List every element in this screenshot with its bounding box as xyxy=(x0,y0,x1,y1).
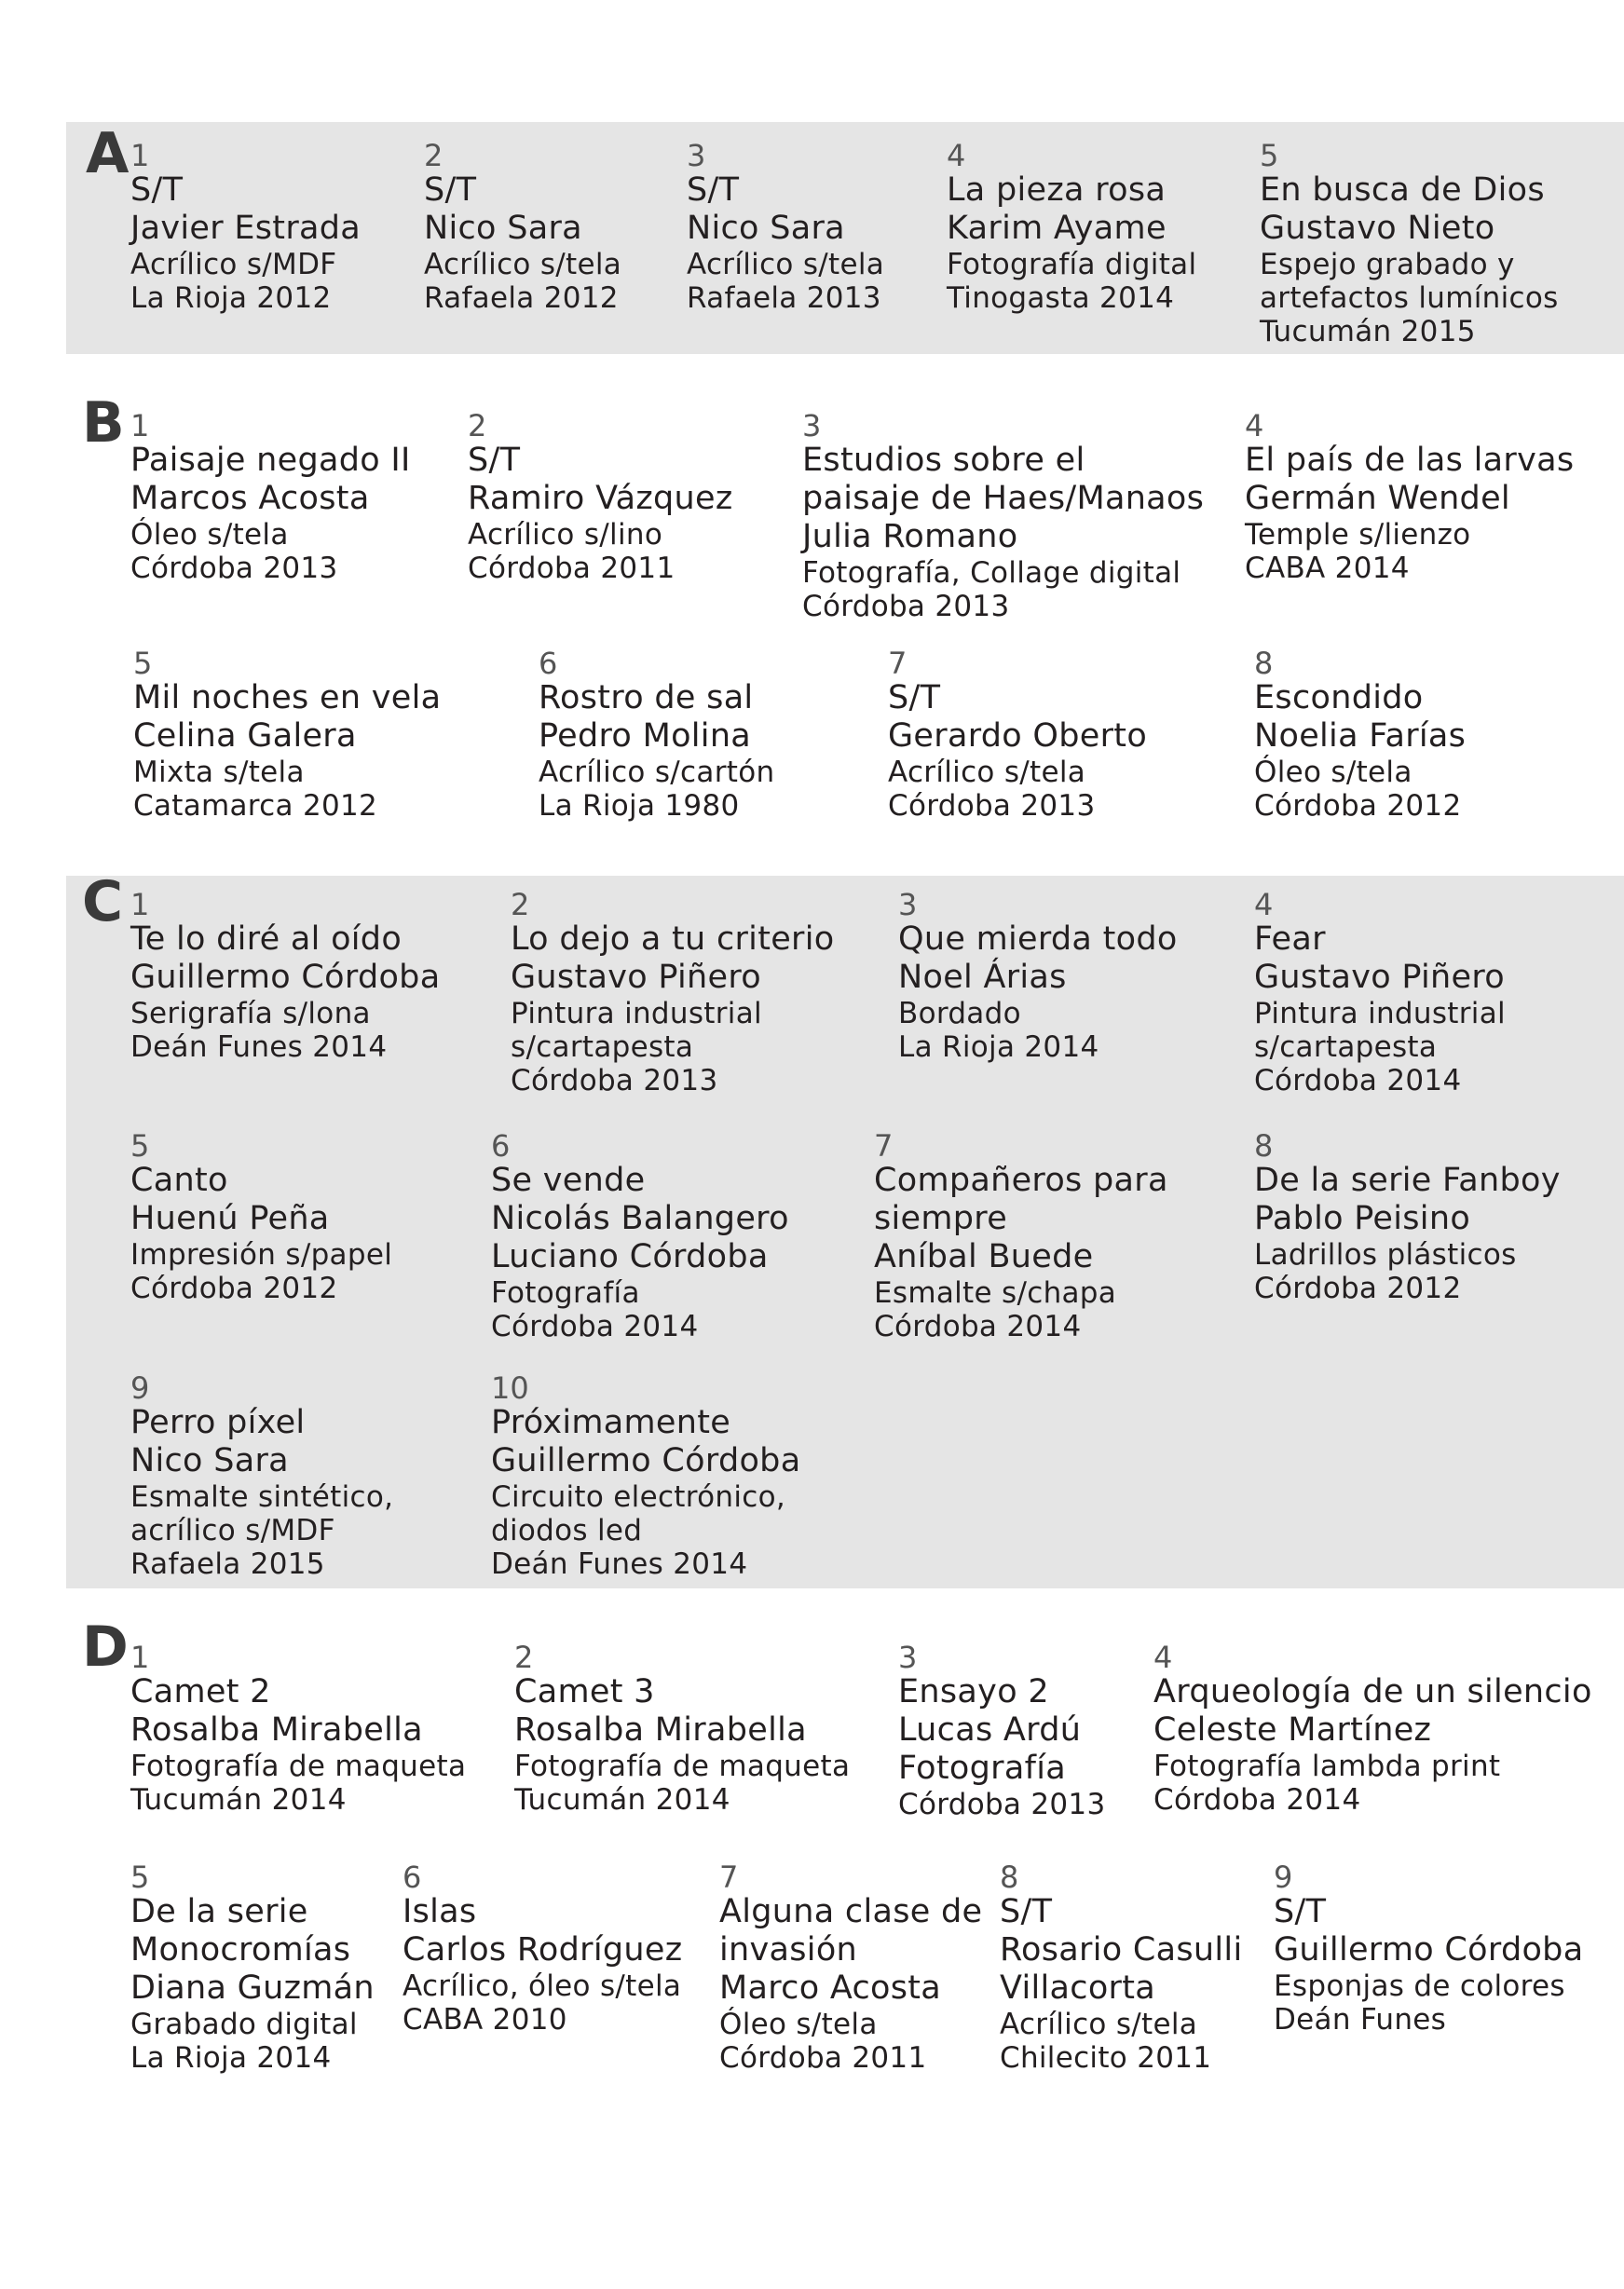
entry-detail: Córdoba 2011 xyxy=(468,552,676,585)
entry-number: 2 xyxy=(424,138,444,173)
entry-number: 7 xyxy=(719,1860,739,1895)
entry-title-line: Gustavo Nieto xyxy=(1260,210,1495,247)
entry-title-line: Guillermo Córdoba xyxy=(130,959,441,996)
artwork-entry xyxy=(403,1861,682,2037)
entry-detail: Pintura industrial xyxy=(511,997,762,1030)
entry-title-line: Fotografía xyxy=(898,1750,1066,1787)
entry-title-line: Gustavo Piñero xyxy=(511,959,761,996)
entry-detail: Serigrafía s/lona xyxy=(130,997,371,1030)
entry-detail: Acrílico s/cartón xyxy=(539,756,775,789)
entry-detail: Rafaela 2013 xyxy=(687,281,881,315)
artwork-entry xyxy=(491,1130,789,1343)
entry-title: Próximamente xyxy=(491,1404,731,1441)
entry-detail: Fotografía lambda print xyxy=(1153,1750,1501,1783)
entry-number: 6 xyxy=(539,646,558,681)
entry-detail: Grabado digital xyxy=(130,2008,358,2041)
entry-title-line: Lucas Ardú xyxy=(898,1711,1082,1749)
entry-detail: Tucumán 2014 xyxy=(514,1783,730,1817)
entry-number: 9 xyxy=(130,1370,150,1406)
entry-detail: Fotografía xyxy=(491,1276,640,1310)
entry-detail: Tinogasta 2014 xyxy=(947,281,1175,315)
entry-number: 2 xyxy=(514,1640,534,1675)
section-letter: A xyxy=(86,121,130,186)
entry-title-line: Javier Estrada xyxy=(130,210,362,247)
entry-number: 4 xyxy=(1153,1640,1173,1675)
section-letter: B xyxy=(82,390,125,456)
entry-detail: Córdoba 2013 xyxy=(511,1064,718,1097)
artwork-entry xyxy=(491,1372,800,1581)
entry-title-line: Celeste Martínez xyxy=(1153,1711,1432,1749)
artwork-entry xyxy=(719,1861,982,2075)
entry-detail: Deán Funes 2014 xyxy=(130,1030,388,1064)
entry-number: 5 xyxy=(130,1860,150,1895)
artwork-entry xyxy=(1245,410,1574,585)
entry-detail: Tucumán 2014 xyxy=(130,1783,347,1817)
entry-title: Alguna clase de xyxy=(719,1893,983,1930)
entry-title: Ensayo 2 xyxy=(898,1673,1049,1710)
artwork-entry xyxy=(888,647,1147,823)
artwork-entry xyxy=(898,1642,1105,1821)
entry-number: 1 xyxy=(130,1640,150,1675)
artwork-entry xyxy=(130,1642,466,1817)
artwork-entry xyxy=(1254,889,1506,1097)
entry-title: De la serie Fanboy xyxy=(1254,1162,1561,1199)
entry-detail: La Rioja 2012 xyxy=(130,281,332,315)
entry-number: 2 xyxy=(468,408,487,443)
entry-detail: La Rioja 2014 xyxy=(898,1030,1099,1064)
entry-title-line: Julia Romano xyxy=(802,518,1018,555)
entry-title: Escondido xyxy=(1254,679,1424,716)
entry-title: De la serie xyxy=(130,1893,308,1930)
entry-detail: Mixta s/tela xyxy=(133,756,305,789)
entry-number: 6 xyxy=(491,1128,511,1164)
entry-title: Arqueología de un silencio xyxy=(1153,1673,1592,1710)
entry-detail: Esmalte s/chapa xyxy=(874,1276,1117,1310)
artwork-entry xyxy=(1000,1861,1242,2075)
entry-detail: Bordado xyxy=(898,997,1021,1030)
artwork-entry xyxy=(130,410,411,585)
entry-detail: Esmalte sintético, xyxy=(130,1480,394,1514)
entry-title: S/T xyxy=(1274,1893,1327,1930)
entry-title: Camet 3 xyxy=(514,1673,655,1710)
entry-title-line: Aníbal Buede xyxy=(874,1238,1094,1275)
entry-title: En busca de Dios xyxy=(1260,171,1545,209)
entry-title-line: Guillermo Córdoba xyxy=(491,1442,801,1479)
artwork-entry xyxy=(514,1642,850,1817)
entry-detail: Córdoba 2013 xyxy=(802,590,1010,623)
entry-detail: Acrílico s/tela xyxy=(687,248,885,281)
entry-title-line: Noel Árias xyxy=(898,959,1067,996)
entry-title-line: invasión xyxy=(719,1931,858,1969)
entry-number: 1 xyxy=(130,408,150,443)
entry-title-line: Marcos Acosta xyxy=(130,480,370,517)
entry-title-line: Gerardo Oberto xyxy=(888,717,1148,755)
artwork-entry xyxy=(511,889,834,1097)
entry-detail: Óleo s/tela xyxy=(1254,756,1412,789)
entry-title: S/T xyxy=(424,171,477,209)
entry-title: Perro píxel xyxy=(130,1404,306,1441)
entry-detail: Rafaela 2015 xyxy=(130,1547,325,1581)
entry-detail: Tucumán 2015 xyxy=(1260,315,1476,348)
entry-title-line: Luciano Córdoba xyxy=(491,1238,769,1275)
entry-detail: Córdoba 2014 xyxy=(874,1310,1082,1343)
entry-title-line: Monocromías xyxy=(130,1931,351,1969)
entry-detail: Córdoba 2012 xyxy=(1254,1272,1462,1305)
entry-detail: Córdoba 2014 xyxy=(1254,1064,1462,1097)
entry-title-line: Germán Wendel xyxy=(1245,480,1510,517)
entry-title: Te lo diré al oído xyxy=(130,920,403,958)
entry-detail: s/cartapesta xyxy=(511,1030,694,1064)
entry-title: La pieza rosa xyxy=(947,171,1167,209)
entry-title-line: Nico Sara xyxy=(130,1442,289,1479)
entry-title-line: Rosalba Mirabella xyxy=(130,1711,423,1749)
entry-title-line: Nico Sara xyxy=(424,210,582,247)
entry-detail: diodos led xyxy=(491,1514,643,1547)
entry-number: 5 xyxy=(130,1128,150,1164)
entry-detail: Córdoba 2013 xyxy=(898,1788,1106,1821)
entry-number: 4 xyxy=(1254,887,1274,922)
entry-detail: Acrílico s/tela xyxy=(424,248,622,281)
artwork-entry xyxy=(874,1130,1168,1343)
entry-number: 7 xyxy=(888,646,908,681)
entry-detail: Fotografía de maqueta xyxy=(130,1750,467,1783)
entry-number: 5 xyxy=(133,646,153,681)
entry-detail: Impresión s/papel xyxy=(130,1238,393,1272)
artwork-entry xyxy=(687,140,884,315)
entry-title: Camet 2 xyxy=(130,1673,271,1710)
artwork-entry xyxy=(898,889,1178,1064)
entry-title: El país de las larvas xyxy=(1245,442,1575,479)
entry-detail: Espejo grabado y xyxy=(1260,248,1515,281)
entry-detail: Córdoba 2013 xyxy=(130,552,338,585)
entry-detail: CABA 2014 xyxy=(1245,552,1410,585)
entry-title-line: Pablo Peisino xyxy=(1254,1200,1471,1237)
entry-detail: Óleo s/tela xyxy=(719,2008,878,2041)
entry-detail: Deán Funes 2014 xyxy=(491,1547,748,1581)
entry-detail: Acrílico, óleo s/tela xyxy=(403,1969,682,2003)
artwork-entry xyxy=(468,410,733,585)
entry-title: Se vende xyxy=(491,1162,646,1199)
entry-title-line: Gustavo Piñero xyxy=(1254,959,1505,996)
entry-number: 5 xyxy=(1260,138,1279,173)
artwork-entry xyxy=(802,410,1204,623)
entry-title: Fear xyxy=(1254,920,1326,958)
entry-title: Canto xyxy=(130,1162,228,1199)
entry-title: Paisaje negado II xyxy=(130,442,411,479)
artwork-entry xyxy=(1254,1130,1561,1305)
entry-number: 9 xyxy=(1274,1860,1293,1895)
entry-detail: Acrílico s/tela xyxy=(1000,2008,1198,2041)
entry-detail: Deán Funes xyxy=(1274,2003,1447,2037)
artwork-entry xyxy=(1274,1861,1583,2037)
entry-number: 6 xyxy=(403,1860,422,1895)
entry-number: 3 xyxy=(802,408,822,443)
entry-detail: Fotografía digital xyxy=(947,248,1197,281)
entry-detail: CABA 2010 xyxy=(403,2003,567,2037)
entry-title-line: Ramiro Vázquez xyxy=(468,480,733,517)
artwork-entry xyxy=(133,647,441,823)
entry-title: S/T xyxy=(888,679,941,716)
entry-detail: Córdoba 2014 xyxy=(1153,1783,1361,1817)
entry-title-line: Villacorta xyxy=(1000,1969,1156,2007)
entry-detail: Córdoba 2012 xyxy=(130,1272,338,1305)
entry-title: S/T xyxy=(687,171,740,209)
artwork-entry xyxy=(1260,140,1559,348)
entry-title-line: siempre xyxy=(874,1200,1008,1237)
entry-title-line: Guillermo Córdoba xyxy=(1274,1931,1584,1969)
entry-title: S/T xyxy=(468,442,521,479)
entry-title-line: Diana Guzmán xyxy=(130,1969,375,2007)
entry-detail: Pintura industrial xyxy=(1254,997,1506,1030)
entry-title: Mil noches en vela xyxy=(133,679,442,716)
artwork-entry xyxy=(947,140,1196,315)
entry-title-line: Huenú Peña xyxy=(130,1200,330,1237)
entry-title-line: Celina Galera xyxy=(133,717,357,755)
entry-number: 4 xyxy=(1245,408,1264,443)
entry-detail: Esponjas de colores xyxy=(1274,1969,1565,2003)
entry-detail: Córdoba 2012 xyxy=(1254,789,1462,823)
entry-detail: Acrílico s/MDF xyxy=(130,248,337,281)
entry-detail: Córdoba 2014 xyxy=(491,1310,699,1343)
entry-detail: Catamarca 2012 xyxy=(133,789,378,823)
entry-detail: Óleo s/tela xyxy=(130,518,289,552)
entry-number: 10 xyxy=(491,1370,529,1406)
artwork-entry xyxy=(1153,1642,1592,1817)
entry-detail: Chilecito 2011 xyxy=(1000,2041,1212,2075)
entry-title: Estudios sobre el xyxy=(802,442,1085,479)
entry-title-line: paisaje de Haes/Manaos xyxy=(802,480,1205,517)
entry-title: S/T xyxy=(130,171,184,209)
artwork-entry xyxy=(130,140,361,315)
entry-detail: Circuito electrónico, xyxy=(491,1480,786,1514)
entry-number: 3 xyxy=(898,887,918,922)
entry-title-line: Nico Sara xyxy=(687,210,845,247)
artwork-entry xyxy=(539,647,774,823)
artwork-entry xyxy=(1254,647,1466,823)
entry-detail: La Rioja 2014 xyxy=(130,2041,332,2075)
entry-number: 8 xyxy=(1254,1128,1274,1164)
artwork-entry xyxy=(130,889,440,1064)
entry-title-line: Karim Ayame xyxy=(947,210,1167,247)
section-letter: D xyxy=(82,1615,129,1680)
entry-number: 3 xyxy=(687,138,706,173)
entry-title: Compañeros para xyxy=(874,1162,1168,1199)
entry-number: 8 xyxy=(1254,646,1274,681)
entry-title: Rostro de sal xyxy=(539,679,754,716)
entry-detail: Temple s/lienzo xyxy=(1245,518,1471,552)
entry-title-line: Pedro Molina xyxy=(539,717,752,755)
entry-number: 3 xyxy=(898,1640,918,1675)
entry-detail: Fotografía, Collage digital xyxy=(802,556,1181,590)
artwork-entry xyxy=(130,1861,375,2075)
entry-number: 1 xyxy=(130,138,150,173)
entry-detail: Córdoba 2013 xyxy=(888,789,1096,823)
entry-detail: artefactos lumínicos xyxy=(1260,281,1559,315)
section-letter: C xyxy=(82,869,124,934)
entry-title-line: Rosario Casulli xyxy=(1000,1931,1243,1969)
entry-title-line: Nicolás Balangero xyxy=(491,1200,789,1237)
entry-title: Islas xyxy=(403,1893,477,1930)
entry-detail: Fotografía de maqueta xyxy=(514,1750,851,1783)
entry-title: Que mierda todo xyxy=(898,920,1178,958)
entry-number: 8 xyxy=(1000,1860,1019,1895)
entry-title-line: Marco Acosta xyxy=(719,1969,942,2007)
entry-detail: Acrílico s/lino xyxy=(468,518,663,552)
entry-title-line: Noelia Farías xyxy=(1254,717,1467,755)
entry-detail: La Rioja 1980 xyxy=(539,789,740,823)
entry-detail: Acrílico s/tela xyxy=(888,756,1086,789)
artwork-entry xyxy=(424,140,621,315)
artwork-entry xyxy=(130,1372,393,1581)
entry-detail: Córdoba 2011 xyxy=(719,2041,927,2075)
entry-detail: acrílico s/MDF xyxy=(130,1514,335,1547)
entry-number: 1 xyxy=(130,887,150,922)
entry-title-line: Rosalba Mirabella xyxy=(514,1711,807,1749)
artwork-entry xyxy=(130,1130,392,1305)
entry-number: 2 xyxy=(511,887,530,922)
entry-title: S/T xyxy=(1000,1893,1053,1930)
entry-title-line: Carlos Rodríguez xyxy=(403,1931,683,1969)
entry-title: Lo dejo a tu criterio xyxy=(511,920,835,958)
entry-detail: Rafaela 2012 xyxy=(424,281,619,315)
entry-detail: Ladrillos plásticos xyxy=(1254,1238,1517,1272)
entry-detail: s/cartapesta xyxy=(1254,1030,1438,1064)
entry-number: 7 xyxy=(874,1128,894,1164)
entry-number: 4 xyxy=(947,138,966,173)
